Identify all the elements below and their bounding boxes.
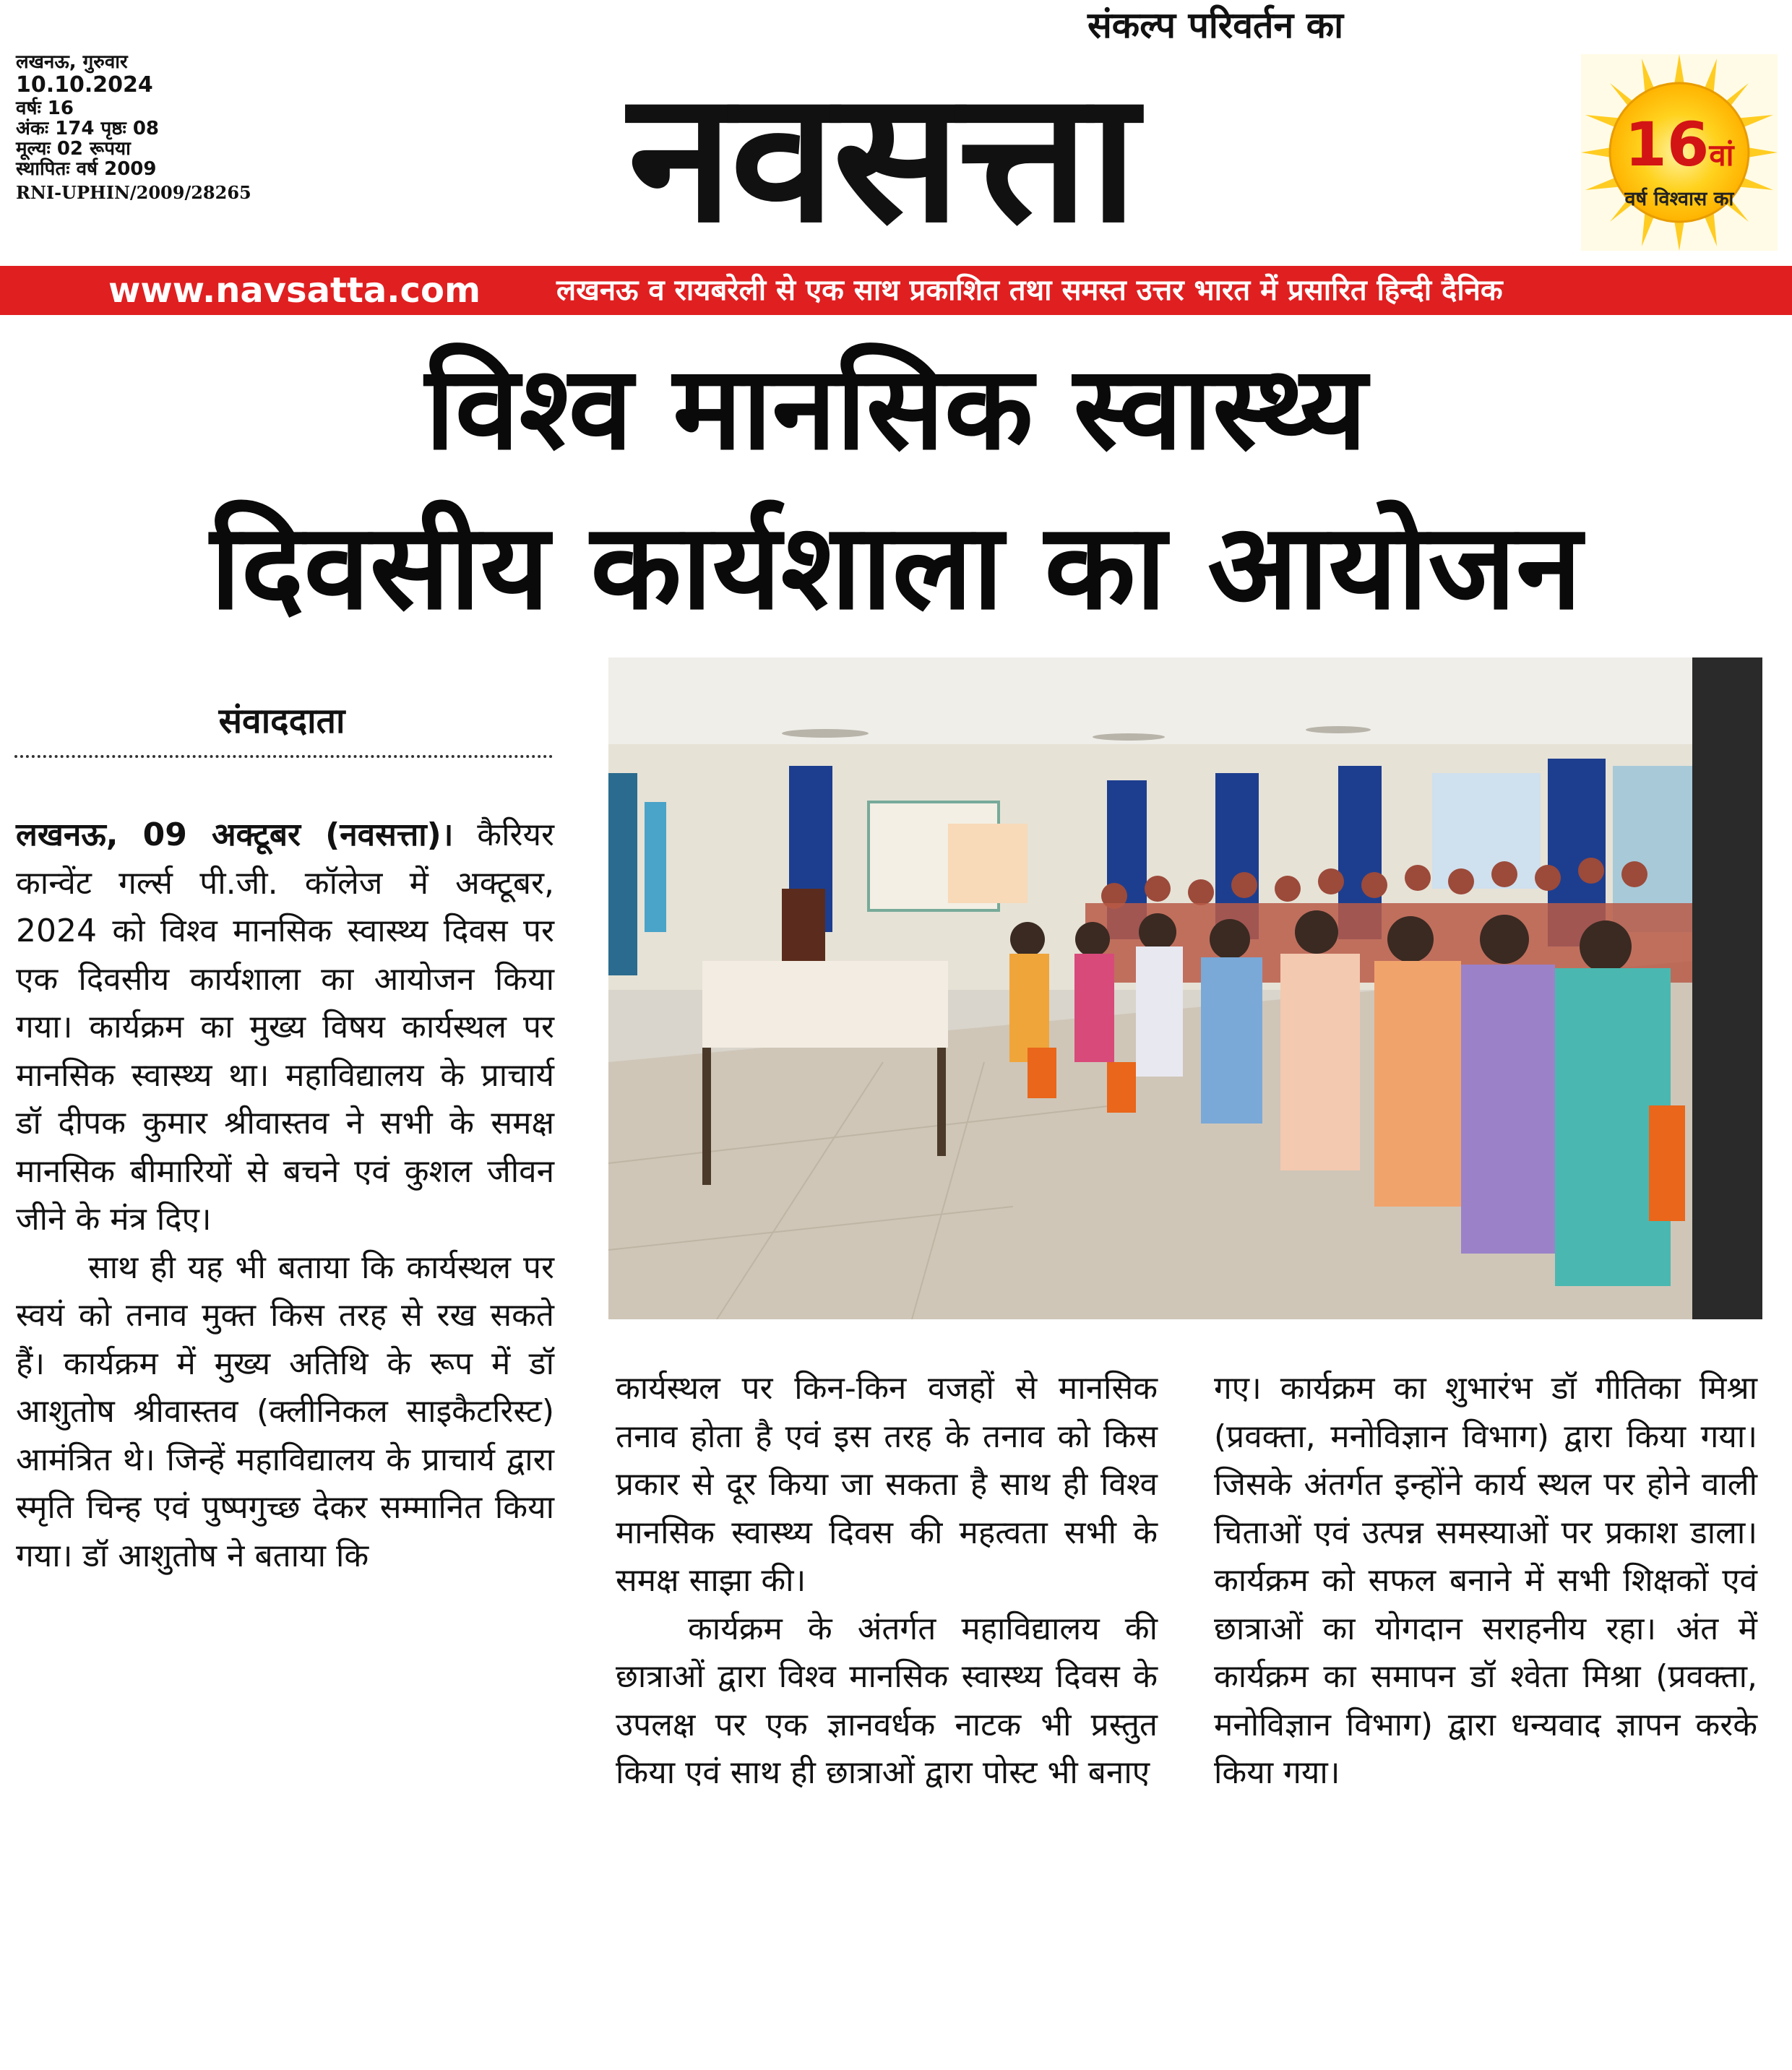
headline-line-1: विश्व मानसिक स्वास्थ्य — [425, 340, 1367, 475]
byline-divider — [14, 755, 553, 758]
article-lead: लखनऊ, 09 अक्टूबर (नवसत्ता)। — [16, 816, 454, 853]
established-year: स्थापितः वर्ष 2009 — [16, 158, 157, 180]
masthead-red-bar — [0, 266, 1792, 315]
anniversary-number — [1581, 109, 1778, 180]
website-link[interactable]: www.navsatta.com — [108, 270, 481, 311]
article-column-3 — [1214, 1365, 1757, 1798]
badge-caption: वर्ष विश्वास का — [1624, 188, 1734, 210]
rni-number: RNI-UPHIN/2009/28265 — [16, 182, 251, 203]
badge-suffix: वां — [1709, 137, 1734, 173]
headline-line-2: दिवसीय कार्यशाला का आयोजन — [210, 498, 1582, 636]
article-column-1 — [16, 811, 554, 1580]
issue-pages: अंकः 174 पृष्ठः 08 — [16, 118, 160, 139]
paragraph-1: कैरियर कान्वेंट गर्ल्स पी.जी. कॉलेज में अक्टूबर, 2024 को विश्व मानसिक स्वास्थ्य दिवस पर एक दिवसीय कार्यशाला का आयोजन किया गया। कार्यक्रम का मुख्य विषय कार्यस्थल पर मानसिक स्वास्थ्य था। महाविद्यालय के प्राचार्य डॉ दीपक कुमार श्रीवास्तव ने सभी के समक्ष मानसिक बीमारियों से बचने एवं कुशल जीवन जीने के मंत्र दिए। — [16, 816, 554, 1238]
masthead-meta — [16, 52, 251, 205]
paragraph-3: कार्यस्थल पर किन-किन वजहों से मानसिक तनाव होता है एवं इस तरह के तनाव को किस प्रकार से दूर किया जा सकता है साथ ही विश्व मानसिक स्वास्थ्य दिवस की महत्वता सभी के समक्ष साझा की। — [616, 1370, 1158, 1599]
paragraph-5: गए। कार्यक्रम का शुभारंभ डॉ गीतिका मिश्रा (प्रवक्ता, मनोविज्ञान विभाग) द्वारा किया गया। जिसके अंतर्गत इन्होंने कार्य स्थल पर होने वाली चिताओं एवं उत्पन्न समस्याओं पर प्रकाश डाला। कार्यक्रम को सफल बनाने में सभी शिक्षकों एवं छात्राओं का योगदान सराहनीय रहा। अंत में कार्यक्रम का समापन डॉ श्वेता मिश्रा (प्रवक्ता, मनोविज्ञान विभाग) द्वारा धन्यवाद ज्ञापन करके किया गया। — [1214, 1370, 1757, 1791]
dateline: लखनऊ, गुरुवार — [16, 51, 128, 73]
badge-number: 16 — [1624, 109, 1710, 180]
paragraph-4: कार्यक्रम के अंतर्गत महाविद्यालय की छात्राओं द्वारा विश्व मानसिक स्वास्थ्य दिवस के उपलक्ष पर एक ज्ञानवर्धक नाटक भी प्रस्तुत किया एवं साथ ही छात्राओं द्वारा पोस्ट भी बनाए — [616, 1610, 1158, 1791]
masthead-tagline: संकल्प परिवर्तन का — [1087, 4, 1344, 46]
byline: संवाददाता — [218, 701, 345, 741]
publication-description: लखनऊ व रायबरेली से एक साथ प्रकाशित तथा समस्त उत्तर भारत में प्रसारित हिन्दी दैनिक — [556, 274, 1503, 307]
paragraph-2: साथ ही यह भी बताया कि कार्यस्थल पर स्वयं को तनाव मुक्त किस तरह से रख सकते हैं। कार्यक्रम में मुख्य अतिथि के रूप में डॉ आशुतोष श्रीवास्तव (क्लीनिकल साइकैटरिस्ट) आमंत्रित थे। जिन्हें महाविद्यालय के प्राचार्य द्वारा स्मृति चिन्ह एवं पुष्पगुच्छ देकर सम्मानित किया गया। डॉ आशुतोष ने बताया कि — [16, 1249, 554, 1574]
issue-date: 10.10.2024 — [16, 72, 153, 98]
event-photo — [608, 657, 1762, 1319]
newspaper-title: नवसत्ता — [628, 52, 1135, 262]
volume-year: वर्षः 16 — [16, 98, 74, 119]
article-column-2 — [616, 1365, 1158, 1798]
price: मूल्यः 02 रूपया — [16, 138, 131, 160]
